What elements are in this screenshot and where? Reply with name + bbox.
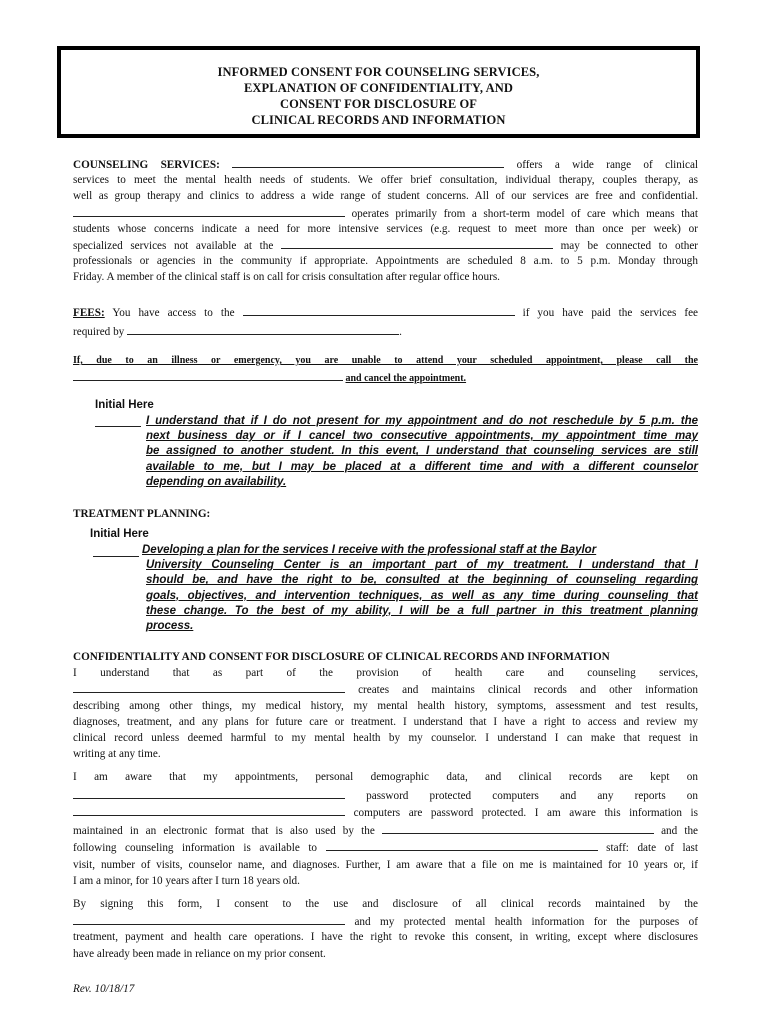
policy-text: depending on availability. xyxy=(146,475,287,488)
policy-text: I understand that if I do not present for my appointment and do not reschedule by 5 p.m. the xyxy=(146,415,698,427)
confidentiality-section xyxy=(73,649,698,762)
fees-text: if you have paid the services fee xyxy=(522,307,698,319)
treatment-planning-heading: TREATMENT PLANNING: xyxy=(73,508,211,520)
counseling-center-name-blank[interactable] xyxy=(232,156,504,168)
confidentiality-text: clinical record unless deemed harmful to my mental health by my counselor. I understand I can make that request in xyxy=(73,731,698,744)
fees-required-by-blank[interactable] xyxy=(127,323,399,335)
cancel-phone-blank[interactable] xyxy=(73,369,343,381)
fees-text: You have access to the xyxy=(112,307,235,319)
treatment-text: University Counseling Center is an important part of my treatment. I understand that I xyxy=(146,559,698,572)
policy-text: next business day or if I cancel two consecutive appointments, my appointment time may xyxy=(146,430,698,443)
counseling-services-section xyxy=(73,156,698,286)
revision-date: Rev. 10/18/17 xyxy=(73,983,135,995)
confidentiality-text: maintained in an electronic format that is also used by the xyxy=(73,824,375,837)
fees-section xyxy=(73,304,698,342)
treatment-text: should be, and have the right to be, consulted at the beginning of counseling regarding xyxy=(146,574,698,587)
counseling-text: specialized services not available at the xyxy=(73,239,274,252)
counseling-text: professionals or agencies in the community if appropriate. Appointments are scheduled 8 a.m. to 5 p.m. Monday through xyxy=(73,255,698,268)
confidentiality-text: and my protected mental health information for the purposes of xyxy=(354,915,698,928)
fees-text: . xyxy=(399,326,402,338)
confidentiality-text: treatment, payment and health care operations. I have the right to revoke this consent, in writing, except where disclosures xyxy=(73,931,698,943)
confidentiality-text: computers are password protected. I am aware this information is xyxy=(353,807,698,819)
confidentiality-text: visit, number of visits, counselor name, and diagnoses. Further, I am aware that a file on me is maintained for 10 years or, if xyxy=(73,858,698,871)
initial-blank[interactable] xyxy=(95,415,141,427)
cancellation-notice xyxy=(73,353,698,385)
counseling-text: offers a wide range of clinical xyxy=(516,159,699,171)
fees-heading: FEES: xyxy=(73,307,105,319)
initial-here-label: Initial Here xyxy=(90,528,149,540)
treatment-text: goals, objectives, and intervention techniques, as well as any time during counseling that xyxy=(146,589,698,602)
fees-text: required by xyxy=(73,326,125,338)
counseling-center-name-blank[interactable] xyxy=(73,787,345,799)
confidentiality-heading: CONFIDENTIALITY AND CONSENT FOR DISCLOSURE OF CLINICAL RECORDS AND INFORMATION xyxy=(73,651,610,663)
initial-blank[interactable] xyxy=(93,545,139,557)
fees-access-blank[interactable] xyxy=(243,304,515,316)
cancellation-text: If, due to an illness or emergency, you are unable to attend your scheduled appointment, please call the xyxy=(73,355,698,366)
counseling-text: services to meet the mental health needs of students. We offer brief consultation, individual therapy, couples therapy, as xyxy=(73,174,698,187)
confidentiality-text: diagnoses, treatment, and any plans for future care or treatment. I understand that I have a right to access and review my xyxy=(73,715,698,728)
counseling-text: may be connected to other xyxy=(560,239,699,252)
treatment-planning-statement xyxy=(142,543,698,634)
appointment-policy-statement xyxy=(146,414,698,490)
cancellation-text: and cancel the appointment. xyxy=(345,373,467,384)
health-center-name-blank[interactable] xyxy=(382,822,654,834)
title-box xyxy=(57,46,700,138)
confidentiality-text: writing at any time. xyxy=(73,748,161,761)
treatment-text: these change. To the best of my ability, I will be a full partner in this treatment planning xyxy=(146,604,698,617)
confidentiality-text: I understand that as part of the provision of health care and counseling services, xyxy=(73,667,698,680)
counseling-center-name-blank[interactable] xyxy=(73,205,345,217)
records-storage-paragraph xyxy=(73,769,698,890)
confidentiality-text: I am aware that my appointments, personal demographic data, and clinical records are kept on xyxy=(73,771,698,783)
policy-text: available to me, but I may be placed at a different time and with a different counselor xyxy=(146,460,698,473)
treatment-text: process. xyxy=(146,619,194,632)
counseling-text: students whose concerns indicate a need for more intensive services (e.g. request to meet more than once per week) or xyxy=(73,222,698,235)
confidentiality-text: By signing this form, I consent to the use and disclosure of all clinical records maintained by the xyxy=(73,898,698,910)
confidentiality-text: staff: date of last xyxy=(606,842,699,854)
counseling-text: Friday. A member of the clinical staff is on call for crisis consultation after regular office hours. xyxy=(73,271,500,284)
counseling-text: well as group therapy and clinics to address a wide range of student concerns. All of our services are free and confidential. xyxy=(73,190,698,203)
title-line-2: EXPLANATION OF CONFIDENTIALITY, AND xyxy=(243,81,514,95)
confidentiality-text: describing among other things, my medical history, my mental health history, symptoms, assessment and test results, xyxy=(73,699,698,712)
health-center-name-blank[interactable] xyxy=(326,839,598,851)
title-line-4: CLINICAL RECORDS AND INFORMATION xyxy=(251,113,506,127)
confidentiality-text: and the xyxy=(661,824,699,837)
title-line-1: INFORMED CONSENT FOR COUNSELING SERVICES, xyxy=(217,65,540,79)
counseling-services-heading: COUNSELING SERVICES: xyxy=(73,159,220,171)
counseling-center-name-blank[interactable] xyxy=(73,681,345,693)
confidentiality-text: creates and maintains clinical records and other information xyxy=(358,684,698,697)
counseling-center-name-blank[interactable] xyxy=(73,913,345,925)
policy-text: be assigned to another student. In this event, I understand that counseling services are still xyxy=(146,445,698,458)
confidentiality-text: password protected computers and any reports on xyxy=(366,789,698,802)
counseling-text: operates primarily from a short-term model of care which means that xyxy=(351,207,698,220)
institution-name-blank[interactable] xyxy=(281,237,553,249)
confidentiality-text: have already been made in reliance on my prior consent. xyxy=(73,947,326,960)
initial-here-label: Initial Here xyxy=(95,399,154,411)
title-line-3: CONSENT FOR DISCLOSURE OF xyxy=(279,97,478,111)
confidentiality-text: following counseling information is available to xyxy=(73,842,318,854)
treatment-text: Developing a plan for the services I receive with the professional staff at the Baylor xyxy=(142,544,597,556)
consent-paragraph xyxy=(73,896,698,962)
counseling-center-name-blank[interactable] xyxy=(73,804,345,816)
confidentiality-text: I am a minor, for 10 years after I turn 18 years old. xyxy=(73,875,300,887)
